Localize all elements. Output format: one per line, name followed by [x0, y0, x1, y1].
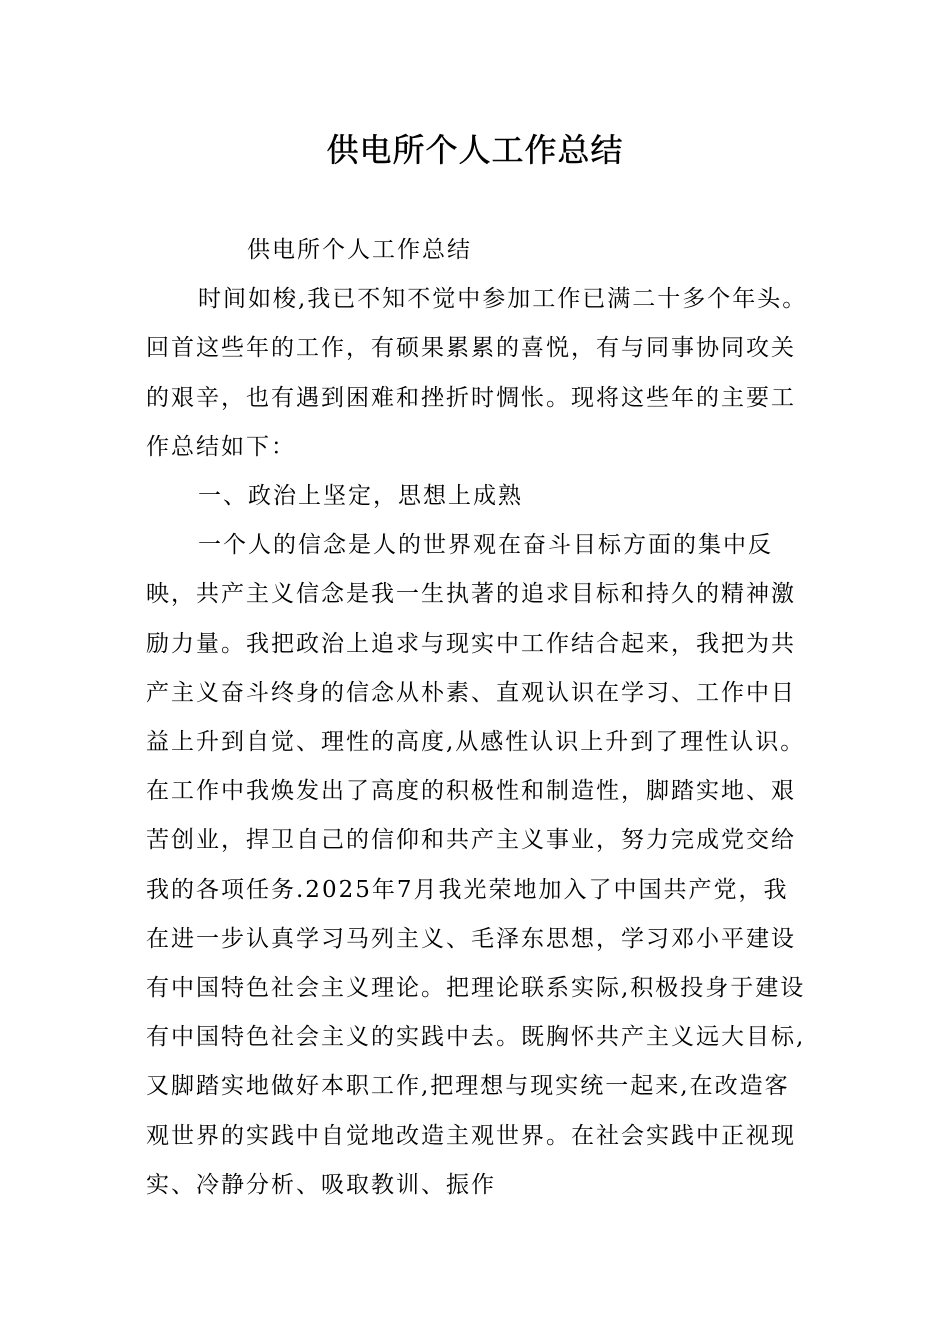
paragraph-section-1: 一个人的信念是人的世界观在奋斗目标方面的集中反映，共产主义信念是我一生执著的追求目标和持久的精神激励力量。我把政治上追求与现实中工作结合起来，我把为共产主义奋斗终身的信念从朴素、直观认识在学习、工作中日益上升到自觉、理性的高度,从感性认识上升到了理性认识。在工作中我焕发出了高度的积极性和制造性，脚踏实地、艰苦创业，捍卫自己的信仰和共产主义事业，努力完成党交给我的各项任务.2025年7月我光荣地加入了中国共产党，我在进一步认真学习马列主义、毛泽东思想，学习邓小平建设有中国特色社会主义理论。把理论联系实际,积极投身于建设有中国特色社会主义的实践中去。既胸怀共产主义远大目标,又脚踏实地做好本职工作,把理想与现实统一起来,在改造客观世界的实践中自觉地改造主观世界。在社会实践中正视现实、冷静分析、吸取教训、振作	[146, 532, 806, 1198]
document-subtitle: 供电所个人工作总结	[247, 237, 472, 263]
paragraph-intro: 时间如梭,我已不知不觉中参加工作已满二十多个年头。回首这些年的工作，有硕果累累的喜悦，有与同事协同攻关的艰辛，也有遇到困难和挫折时惆怅。现将这些年的主要工作总结如下：	[146, 286, 808, 460]
section-heading-1: 一、政治上坚定，思想上成熟	[198, 483, 523, 510]
document-title: 供电所个人工作总结	[326, 131, 624, 169]
document-body	[146, 226, 810, 1210]
